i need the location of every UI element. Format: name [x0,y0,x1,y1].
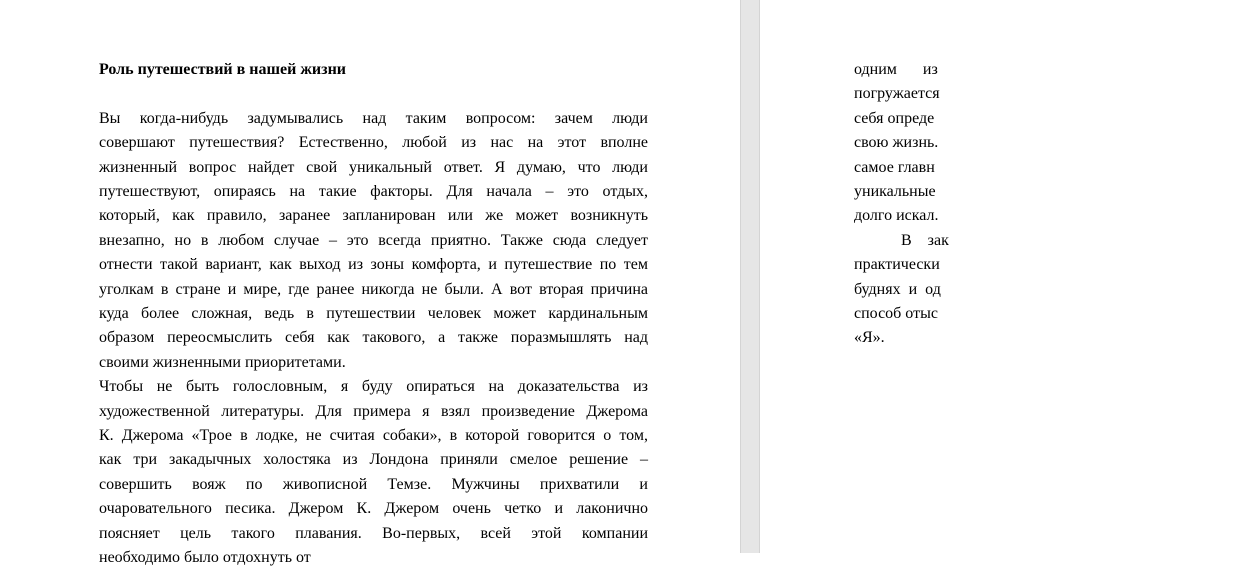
text-line: который, как правило, заранее запланирован или же может возникнуть [99,207,648,225]
text-line: «Я». [854,329,885,347]
page-separator [740,0,760,553]
text-line: К. Джерома «Трое в лодке, не считая собаки», в которой говорится о том, [99,427,648,445]
text-line: своими жизненными приоритетами. [99,353,346,371]
text-line: уникальные [854,183,936,201]
text-line: одним из [854,61,938,78]
text-line: буднях и од [854,280,941,298]
text-line: очаровательного песика. Джером К. Джером очень четко и лаконично [99,500,648,518]
document-title: Роль путешествий в нашей жизни [99,61,346,78]
text-line: как три закадычных холостяка из Лондона приняли смелое решение – [99,451,648,469]
paragraph-1 [52,107,648,375]
text-line: способ отыс [854,305,938,323]
text-line: совершают путешествия? Естественно, любой из нас на этот вполне [99,134,648,152]
text-line: отнести такой вариант, как выход из зоны комфорта, и путешествие по тем [99,256,648,274]
page-body-right [854,58,1254,351]
text-line: художественной литературы. Для примера я взял произведение Джерома [99,402,648,420]
text-line: долго искал. [854,207,939,225]
text-line: образом переосмыслить себя как такового, а также поразмышлять над [99,329,648,347]
text-line: необходимо было отдохнуть от [99,549,311,567]
document-page-right[interactable] [760,0,951,553]
text-line: В зак [901,231,949,249]
text-line: погружается [854,85,940,103]
paragraph-2 [52,375,648,570]
text-line: поясняет цель такого плавания. Во-первых, всей этой компании [99,524,648,542]
text-line: путешествуют, опираясь на такие факторы. Для начала – это отдых, [99,183,648,201]
text-line: уголкам в стране и мире, где ранее никогда не были. А вот вторая причина [99,280,648,298]
text-line: жизненный вопрос найдет свой уникальный ответ. Я думаю, что люди [99,158,648,176]
text-line: внезапно, но в любом случае – это всегда приятно. Также сюда следует [99,231,648,249]
page-body [52,58,648,571]
text-line: практически [854,256,940,274]
text-line: самое главн [854,158,935,176]
text-line: совершить вояж по живописной Темзе. Мужчины прихватили и [99,475,648,493]
text-line: Чтобы не быть голословным, я буду опираться на доказательства из [99,378,648,396]
text-line: Вы когда-нибудь задумывались над таким вопросом: зачем люди [99,109,648,127]
text-line: куда более сложная, ведь в путешествии человек может кардинальным [99,305,648,323]
text-line: себя опреде [854,109,935,127]
text-line: свою жизнь. [854,134,939,152]
